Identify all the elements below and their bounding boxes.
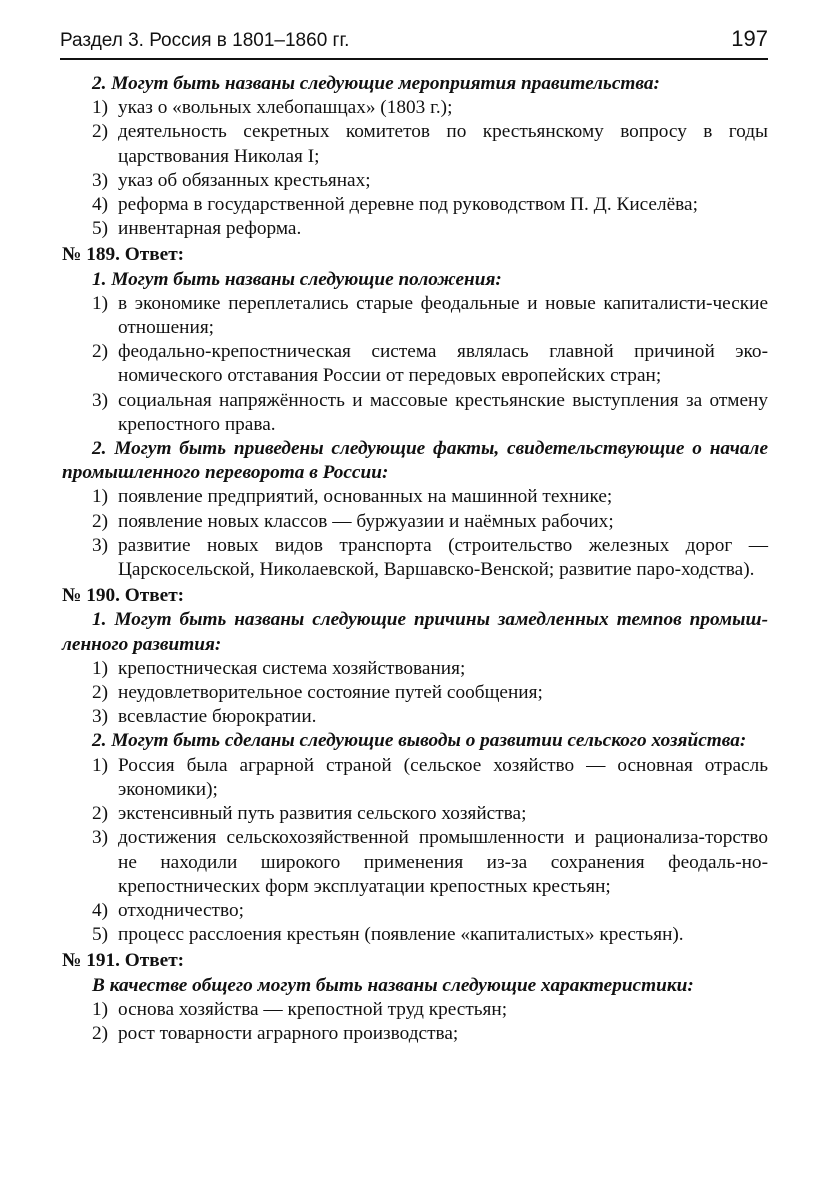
item-number: 3) — [92, 706, 109, 728]
answer-list — [62, 754, 768, 948]
list-item — [62, 923, 768, 947]
section-heading: 2. Могут быть приведены следующие факты, свидетельствующие о начале промышленного переворота в России: — [62, 438, 768, 484]
list-item — [62, 389, 768, 437]
item-number: 2) — [92, 682, 109, 704]
item-number: 1) — [92, 97, 109, 119]
list-item — [62, 120, 768, 168]
item-number: 1) — [92, 998, 109, 1020]
section-heading: 2. Могут быть названы следующие мероприятия правительства: — [92, 73, 660, 94]
item-number: 3) — [92, 827, 109, 849]
section-title: Раздел 3. Россия в 1801–1860 гг. — [60, 30, 350, 51]
item-number: 4) — [92, 899, 109, 921]
item-number: 5) — [92, 924, 109, 946]
list-item — [62, 899, 768, 923]
answer-number: № 190. Ответ: — [62, 585, 185, 607]
item-text: всевластие бюрократии. — [118, 706, 317, 728]
item-text: неудовлетворительное состояние путей сообщения; — [118, 682, 543, 704]
item-number: 1) — [92, 292, 109, 314]
item-text: появление новых классов — буржуазии и наёмных рабочих; — [118, 510, 614, 532]
list-item — [62, 681, 768, 705]
answer-number: № 189. Ответ: — [62, 244, 185, 266]
list-item — [62, 657, 768, 681]
section-heading: 1. Могут быть названы следующие положения: — [92, 268, 502, 290]
answer-list — [62, 485, 768, 582]
item-text: процесс расслоения крестьян (появление «капиталистых» крестьян). — [118, 924, 684, 946]
item-number: 3) — [92, 389, 109, 411]
running-header — [60, 22, 768, 60]
section-heading: В качестве общего могут быть названы следующие характеристики: — [92, 974, 694, 996]
item-text: указ о «вольных хлебопашцах» (1803 г.); — [118, 97, 453, 119]
list-item — [62, 193, 768, 217]
item-number: 2) — [92, 341, 109, 363]
item-text: крепостническая система хозяйствования; — [118, 657, 466, 679]
item-text: развитие новых видов транспорта (строительство железных дорог — Царскосельской, Николаевской, Варшавско-Венской; развитие паро-ходства). — [118, 534, 768, 581]
answer-list — [62, 96, 768, 241]
list-item — [62, 510, 768, 534]
item-text: в экономике переплетались старые феодальные и новые капиталисти-ческие отношения; — [118, 292, 768, 339]
answer-list — [62, 292, 768, 437]
list-item — [62, 292, 768, 340]
item-number: 2) — [92, 1022, 109, 1044]
item-number: 5) — [92, 218, 109, 240]
list-item — [62, 96, 768, 120]
item-text: инвентарная реформа. — [118, 218, 302, 240]
item-number: 3) — [92, 534, 109, 556]
answer-list — [62, 998, 768, 1046]
list-item — [62, 998, 768, 1022]
item-number: 2) — [92, 121, 109, 143]
list-item — [62, 485, 768, 509]
item-text: Россия была аграрной страной (сельское хозяйство — основная отрасль экономики); — [118, 754, 768, 800]
item-text: деятельность секретных комитетов по крестьянскому вопросу в годы царствования Николая I; — [118, 121, 768, 167]
item-number: 1) — [92, 486, 109, 508]
item-number: 4) — [92, 194, 109, 216]
page-content — [62, 72, 768, 1046]
item-text: появление предприятий, основанных на машинной технике; — [118, 486, 613, 508]
item-text: социальная напряжённость и массовые крестьянские выступления за отмену крепостного права. — [118, 389, 768, 435]
list-item — [62, 217, 768, 241]
list-item — [62, 802, 768, 826]
page-number: 197 — [731, 26, 768, 51]
item-number: 1) — [92, 657, 109, 679]
item-text: рост товарности аграрного производства; — [118, 1022, 459, 1044]
item-text: отходничество; — [118, 899, 244, 921]
item-number: 2) — [92, 803, 109, 825]
list-item — [62, 169, 768, 193]
answer-number: № 191. Ответ: — [62, 950, 185, 972]
item-number: 1) — [92, 754, 109, 776]
item-text: указ об обязанных крестьянах; — [118, 169, 371, 191]
list-item — [62, 534, 768, 582]
item-text: основа хозяйства — крепостной труд крестьян; — [118, 998, 508, 1020]
item-text: феодально-крепостническая система являлась главной причиной эко-номического отставания России от передовых европейских стран; — [118, 341, 768, 387]
item-text: достижения сельскохозяйственной промышленности и рационализа-торство не находили широкого применения из-за сохранения феодаль-но-крепостнических форм эксплуатации крепостных крестьян; — [118, 827, 768, 897]
item-text: экстенсивный путь развития сельского хозяйства; — [118, 803, 527, 825]
list-item — [62, 340, 768, 388]
list-item — [62, 705, 768, 729]
item-number: 3) — [92, 169, 109, 191]
section-heading: 1. Могут быть названы следующие причины замедленных темпов промыш-ленного развития: — [62, 609, 768, 655]
list-item — [62, 1022, 768, 1046]
list-item — [62, 826, 768, 899]
list-item — [62, 754, 768, 802]
section-heading: 2. Могут быть сделаны следующие выводы о развитии сельского хозяйства: — [92, 730, 747, 752]
item-number: 2) — [92, 510, 109, 532]
item-text: реформа в государственной деревне под руководством П. Д. Киселёва; — [118, 194, 698, 216]
answer-list — [62, 657, 768, 730]
